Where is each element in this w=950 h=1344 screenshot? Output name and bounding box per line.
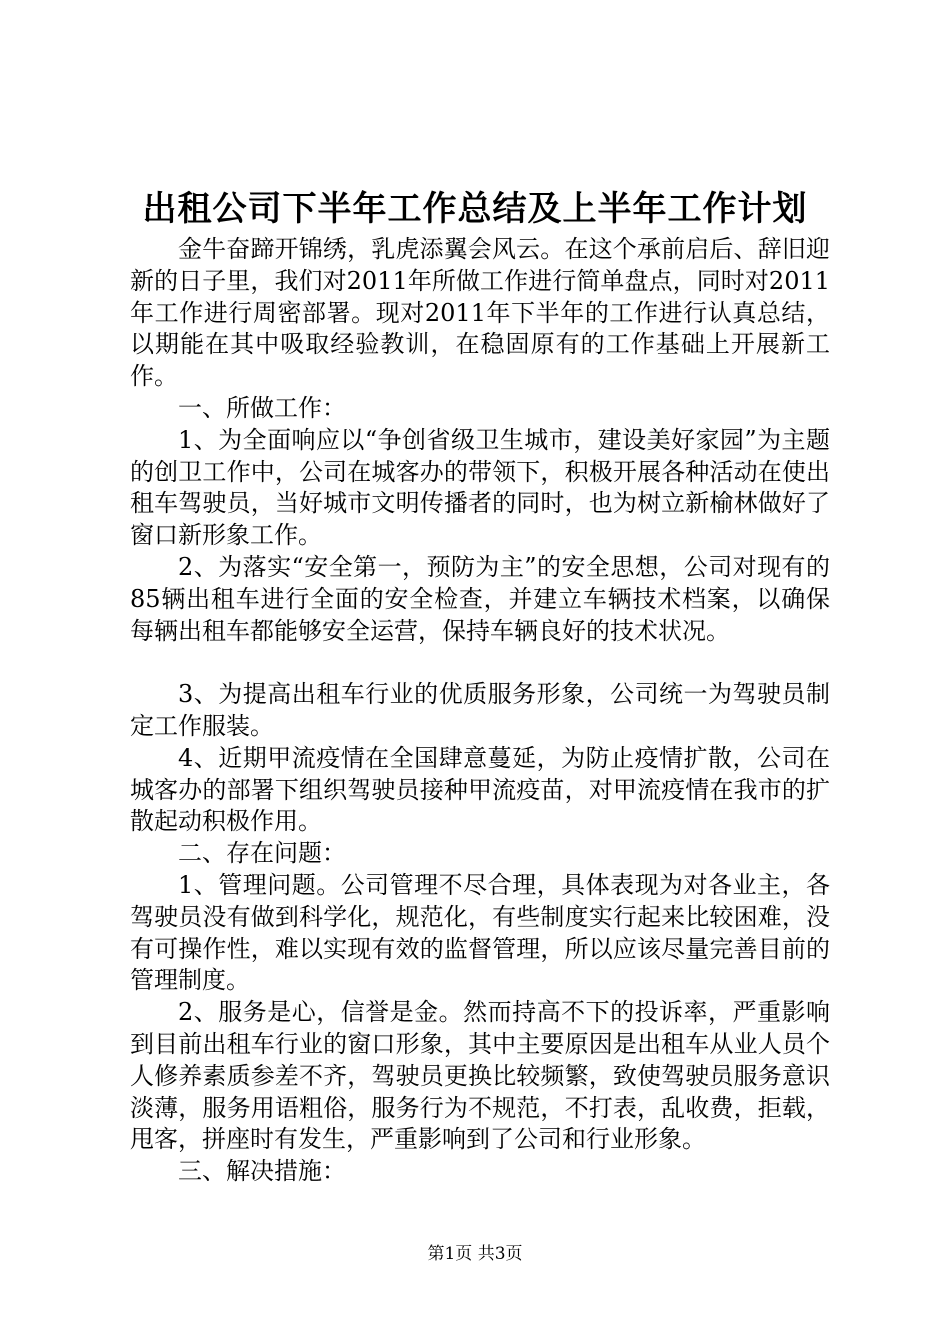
paragraph-work-item-3: 3、为提高出租车行业的优质服务形象，公司统一为驾驶员制定工作服装。 xyxy=(130,680,830,740)
section-heading-solutions: 三、解决措施： xyxy=(178,1157,346,1186)
paragraph-problem-1: 1、管理问题。公司管理不尽合理，具体表现为对各业主，各驾驶员没有做到科学化，规范化，有些制度实行起来比较困难，没有可操作性，难以实现有效的监督管理，所以应该尽量完善目前的管理制度。 xyxy=(130,870,830,995)
document-title: 出租公司下半年工作总结及上半年工作计划 xyxy=(142,189,808,229)
paragraph-work-item-4: 4、近期甲流疫情在全国肆意蔓延，为防止疫情扩散，公司在城客办的部署下组织驾驶员接种甲流疫苗，对甲流疫情在我市的扩散起动积极作用。 xyxy=(130,743,830,836)
page-number-footer: 第1页 共3页 xyxy=(427,1244,523,1264)
document-body xyxy=(130,234,830,1188)
paragraph-work-item-2: 2、为落实“安全第一，预防为主”的安全思想，公司对现有的85辆出租车进行全面的安全检查，并建立车辆技术档案，以确保每辆出租车都能够安全运营，保持车辆良好的技术状况。 xyxy=(130,552,830,645)
paragraph-intro: 金牛奋蹄开锦绣，乳虎添翼会风云。在这个承前启后、辞旧迎新的日子里，我们对2011年所做工作进行简单盘点，同时对2011年工作进行周密部署。现对2011年下半年的工作进行认真总结，以期能在其中吸取经验教训，在稳固原有的工作基础上开展新工作。 xyxy=(130,235,830,391)
paragraph-problem-2: 2、服务是心，信誉是金。然而持高不下的投诉率，严重影响到目前出租车行业的窗口形象，其中主要原因是出租车从业人员个人修养素质参差不齐，驾驶员更换比较频繁，致使驾驶员服务意识淡薄，服务用语粗俗，服务行为不规范，不打表，乱收费，拒载，甩客，拼座时有发生，严重影响到了公司和行业形象。 xyxy=(130,998,830,1154)
paragraph-work-item-1: 1、为全面响应以“争创省级卫生城市，建设美好家园”为主题的创卫工作中，公司在城客办的带领下，积极开展各种活动在使出租车驾驶员，当好城市文明传播者的同时，也为树立新榆林做好了窗口新形象工作。 xyxy=(130,425,830,550)
section-heading-work-done: 一、所做工作： xyxy=(178,393,346,422)
section-heading-problems: 二、存在问题： xyxy=(178,839,346,868)
